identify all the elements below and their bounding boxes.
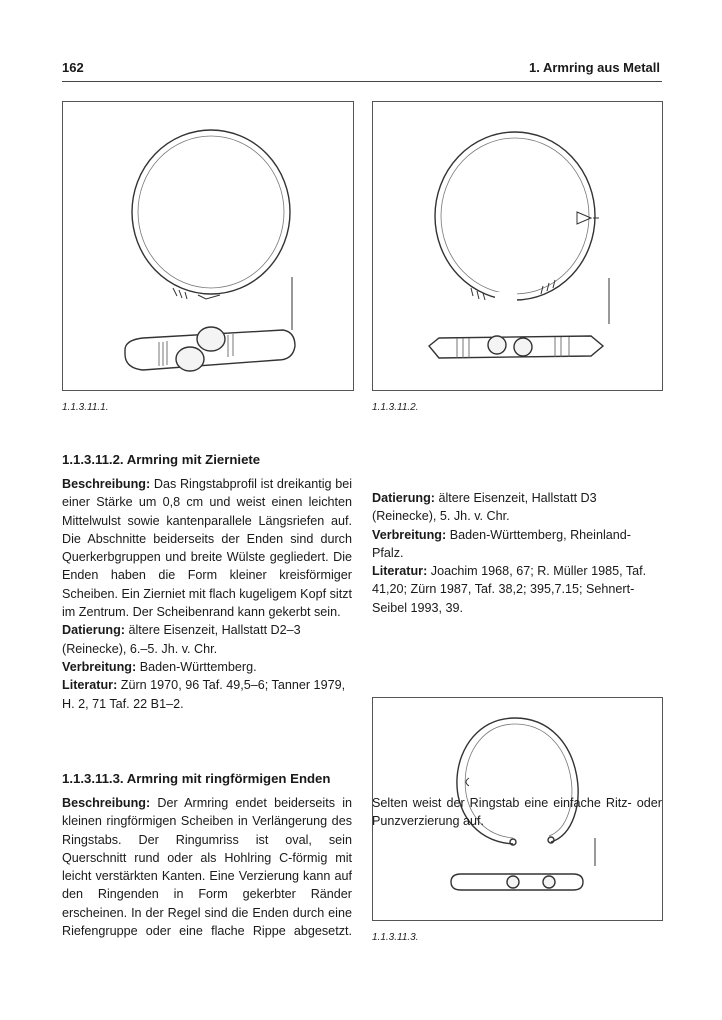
running-title: 1. Armring aus Metall bbox=[529, 60, 660, 75]
section-2-literatur bbox=[62, 676, 352, 713]
section-3-heading: 1.1.3.11.3. Armring mit ringförmigen Enden bbox=[62, 771, 331, 786]
figure-1-drawing bbox=[63, 102, 353, 390]
section-2-heading: 1.1.3.11.2. Armring mit Zierniete bbox=[62, 452, 261, 467]
section-3-datierung bbox=[372, 489, 662, 526]
section-3-beschreibung bbox=[62, 794, 662, 956]
verbreitung-label: Verbreitung: bbox=[372, 527, 447, 542]
literatur-text: Zürn 1970, 96 Taf. 49,5–6; Tanner 1979, H. 2, 71 Taf. 22 B1–2. bbox=[62, 678, 346, 711]
section-3-literatur bbox=[372, 562, 662, 617]
section-3-continuation bbox=[372, 489, 662, 617]
verbreitung-label: Verbreitung: bbox=[62, 659, 137, 674]
verbreitung-text: Baden-Württemberg. bbox=[139, 659, 257, 674]
figure-3-caption: 1.1.3.11.3. bbox=[372, 932, 419, 943]
page-number: 162 bbox=[62, 60, 84, 75]
header-rule bbox=[62, 81, 662, 82]
section-3-body bbox=[62, 794, 662, 956]
datierung-text: ältere Eisenzeit, Hallstatt D3 (Reinecke), 5. Jh. v. Chr. bbox=[372, 491, 597, 524]
beschreibung-label: Beschreibung: bbox=[62, 477, 151, 491]
beschreibung-label: Beschreibung: bbox=[62, 796, 151, 810]
datierung-label: Datierung: bbox=[372, 491, 435, 505]
figure-2-caption: 1.1.3.11.2. bbox=[372, 402, 419, 413]
figure-2-drawing bbox=[373, 102, 662, 390]
datierung-label: Datierung: bbox=[62, 623, 125, 638]
datierung-text: ältere Eisenzeit, Hallstatt D2–3 (Reinecke), 6.–5. Jh. v. Chr. bbox=[62, 623, 301, 656]
literatur-label: Literatur: bbox=[372, 564, 428, 579]
section-2-beschreibung bbox=[62, 475, 352, 621]
figure-1-frame bbox=[62, 101, 354, 391]
section-2-verbreitung bbox=[62, 658, 352, 676]
section-2-datierung bbox=[62, 621, 352, 658]
figure-2-frame bbox=[372, 101, 663, 391]
figure-1-caption: 1.1.3.11.1. bbox=[62, 402, 109, 413]
section-2-body bbox=[62, 475, 352, 713]
verbreitung-text: Baden-Württemberg, Rheinland-Pfalz. bbox=[372, 527, 631, 560]
beschreibung-text: Der Armring endet beiderseits in kleinen ringförmigen Scheiben in Verlängerung des Ringstabs. Der Ringumriss ist oval, sein Querschnitt rund oder als Hohlring C-förmig mit leicht verstärkten Kanten. Eine Verzierung kann auf den Ringenden in Form gekerbter Ränder erscheinen. In der Regel sind die Enden durch eine Riefengruppe oder eine flache Rippe abgesetzt. Selten weist der Ringstab eine einfache Ritz- oder Punzverzierung auf. bbox=[62, 796, 662, 939]
beschreibung-text: Das Ringstabprofil ist dreikantig bei einer Stärke um 0,8 cm und weist einen leichten Mittelwulst sowie kantenparallele Längsriefen auf. Die Abschnitte beiderseits der Enden sind durch Querkerbgruppen und breite Wülste gegliedert. Die Enden haben die Form kleiner kreisförmiger Scheiben. Ein Zierniet mit flach kugeligem Kopf sitzt im Zentrum. Der Scheibenrand kann gekerbt sein. bbox=[62, 477, 352, 620]
section-3-verbreitung bbox=[372, 526, 662, 563]
literatur-label: Literatur: bbox=[62, 678, 118, 693]
literatur-text: Joachim 1968, 67; R. Müller 1985, Taf. 41,20; Zürn 1987, Taf. 38,2; 395,7.15; Sehnert-Seibel 1993, 39. bbox=[372, 564, 647, 615]
